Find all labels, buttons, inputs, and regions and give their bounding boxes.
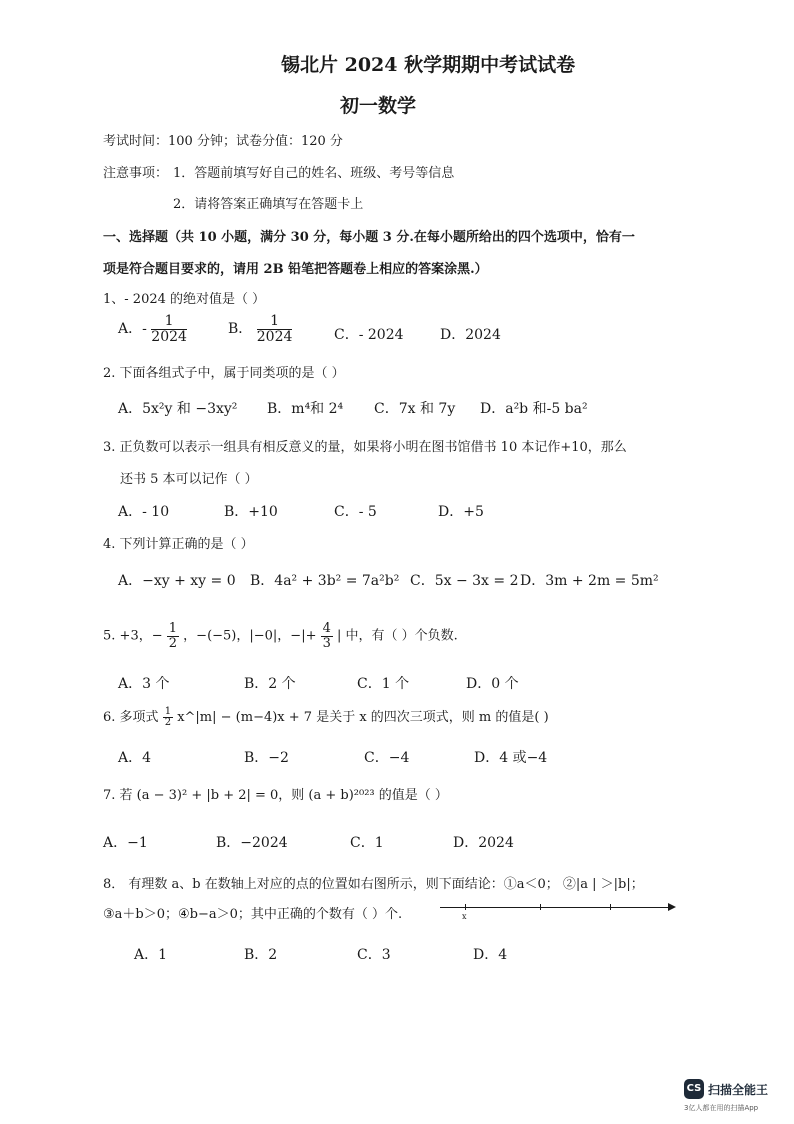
q6-option-a: A．4 <box>118 750 152 766</box>
number-line-arrow <box>668 903 676 911</box>
q5-expr-mid: ，−(−5)，|−0|，−|+ <box>183 628 317 644</box>
number-line <box>440 907 672 908</box>
q8-option-c: C．3 <box>357 947 391 963</box>
logo-text: 扫描全能王 <box>708 1082 769 1097</box>
q1-option-c: C．- 2024 <box>334 327 404 343</box>
number-line-tick-0 <box>540 904 541 910</box>
number-line-tick-b <box>610 904 611 910</box>
q3-stem-line1: 3. 正负数可以表示一组具有相反意义的量，如果将小明在图书馆借书 10 本记作+10，那么 <box>103 440 627 455</box>
section1-intro-line2: 项是符合题目要求的，请用 2B 铅笔把答题卷上相应的答案涂黑.） <box>103 262 488 277</box>
q8-option-a: A．1 <box>134 947 168 963</box>
q8-stem-line2: ③a＋b＞0；④b−a＞0；其中正确的个数有（ ）个. <box>103 907 403 922</box>
q2-option-b: B．m⁴和 2⁴ <box>267 401 344 417</box>
q2-stem: 2. 下面各组式子中，属于同类项的是（ ） <box>103 366 345 381</box>
q5-option-a: A．3 个 <box>118 676 170 692</box>
q1-b-denominator: 2024 <box>256 328 293 345</box>
q5-option-b: B．2 个 <box>244 676 296 692</box>
q5-stem <box>103 622 458 650</box>
q1-a-fraction <box>151 314 187 344</box>
q5-frac2-numerator: 4 <box>322 621 331 636</box>
q3-option-b: B．+10 <box>224 504 278 520</box>
q1-a-label: A．- <box>118 321 147 338</box>
q5-fraction-half <box>167 622 179 650</box>
number-line-label: x <box>462 912 467 921</box>
q8-option-d: D．4 <box>473 947 508 963</box>
q1-a-numerator: 1 <box>151 314 187 330</box>
q5-prefix: 5. <box>103 628 116 644</box>
q1-b-numerator: 1 <box>257 314 293 330</box>
q6-stem-rest: x^|m| − (m−4)x + 7 是关于 x 的四次三项式，则 m 的值是( ) <box>177 710 549 725</box>
q5-frac2-denominator: 3 <box>322 635 331 651</box>
cs-logo-icon: CS <box>684 1079 704 1099</box>
q1-stem: 1、- 2024 的绝对值是（ ） <box>103 292 266 307</box>
q6-option-c: C．−4 <box>364 750 410 766</box>
exam-title: 锡北片 2024 秋学期期中考试试卷 <box>281 54 576 76</box>
q3-option-c: C．- 5 <box>334 504 377 520</box>
q3-option-a: A．- 10 <box>118 504 170 520</box>
note-1: 1．答题前填写好自己的姓名、班级、考号等信息 <box>173 166 455 181</box>
q8-stem-line1: 8． 有理数 a、b 在数轴上对应的点的位置如右图所示，则下面结论：①a＜0； ②|a | ＞|b|； <box>103 877 644 892</box>
q4-option-a: A．−xy + xy = 0 <box>118 573 236 589</box>
q6-option-b: B．−2 <box>244 750 289 766</box>
q5-frac1-numerator: 1 <box>168 621 178 636</box>
q5-expr-start: +3，− <box>119 628 163 644</box>
q6-frac-denominator: 2 <box>164 717 172 728</box>
q3-stem-line2: 还书 5 本可以记作（ ） <box>120 472 258 487</box>
q7-option-b: B．−2024 <box>216 835 288 851</box>
q5-frac1-denominator: 2 <box>168 635 178 651</box>
q1-b-label: B． <box>228 321 253 338</box>
q4-stem: 4. 下列计算正确的是（ ） <box>103 537 254 552</box>
q7-stem: 7. 若 (a − 3)² + |b + 2| = 0，则 (a + b)²⁰²³ 的值是（ ） <box>103 788 448 803</box>
q1-option-d: D．2024 <box>440 327 501 343</box>
q4-option-d: D．3m + 2m = 5m² <box>520 573 659 589</box>
q8-option-b: B．2 <box>244 947 278 963</box>
q4-option-b: B．4a² + 3b² = 7a²b² <box>250 573 400 589</box>
exam-info: 考试时间：100 分钟；试卷分值：120 分 <box>103 134 343 149</box>
q2-option-c: C．7x 和 7y <box>374 401 456 417</box>
q5-expr-end: | 中，有（ ）个负数. <box>337 628 458 644</box>
q7-option-d: D．2024 <box>453 835 514 851</box>
q5-fraction-four-thirds <box>321 622 333 650</box>
q5-option-d: D．0 个 <box>466 676 519 692</box>
q6-option-d: D．4 或−4 <box>474 750 548 766</box>
q6-fraction <box>163 707 173 729</box>
logo-subtitle: 3亿人都在用的扫描App <box>684 1104 759 1112</box>
q1-a-denominator: 2024 <box>151 328 187 345</box>
q1-option-a <box>118 314 187 344</box>
number-line-tick-a <box>465 904 466 910</box>
section1-intro-line1: 一、选择题（共 10 小题，满分 30 分，每小题 3 分.在每小题所给出的四个选项中，恰有一 <box>103 230 635 245</box>
q6-stem <box>103 706 549 729</box>
q1-option-b <box>228 314 292 344</box>
notes-label: 注意事项： <box>103 166 169 181</box>
q5-option-c: C．1 个 <box>357 676 410 692</box>
camscanner-logo <box>684 1079 768 1099</box>
q2-option-a: A．5x²y 和 −3xy² <box>118 401 238 417</box>
q6-frac-numerator: 1 <box>164 705 172 717</box>
q7-option-a: A．−1 <box>103 835 148 851</box>
q4-option-c: C．5x − 3x = 2 <box>410 573 519 589</box>
q2-option-d: D．a²b 和-5 ba² <box>480 401 588 417</box>
q3-option-d: D．+5 <box>438 504 484 520</box>
q7-option-c: C．1 <box>350 835 384 851</box>
q1-b-fraction <box>257 314 293 344</box>
note-2: 2．请将答案正确填写在答题卡上 <box>173 197 364 212</box>
exam-subject: 初一数学 <box>340 95 417 117</box>
q6-stem-prefix: 6. 多项式 <box>103 710 159 725</box>
